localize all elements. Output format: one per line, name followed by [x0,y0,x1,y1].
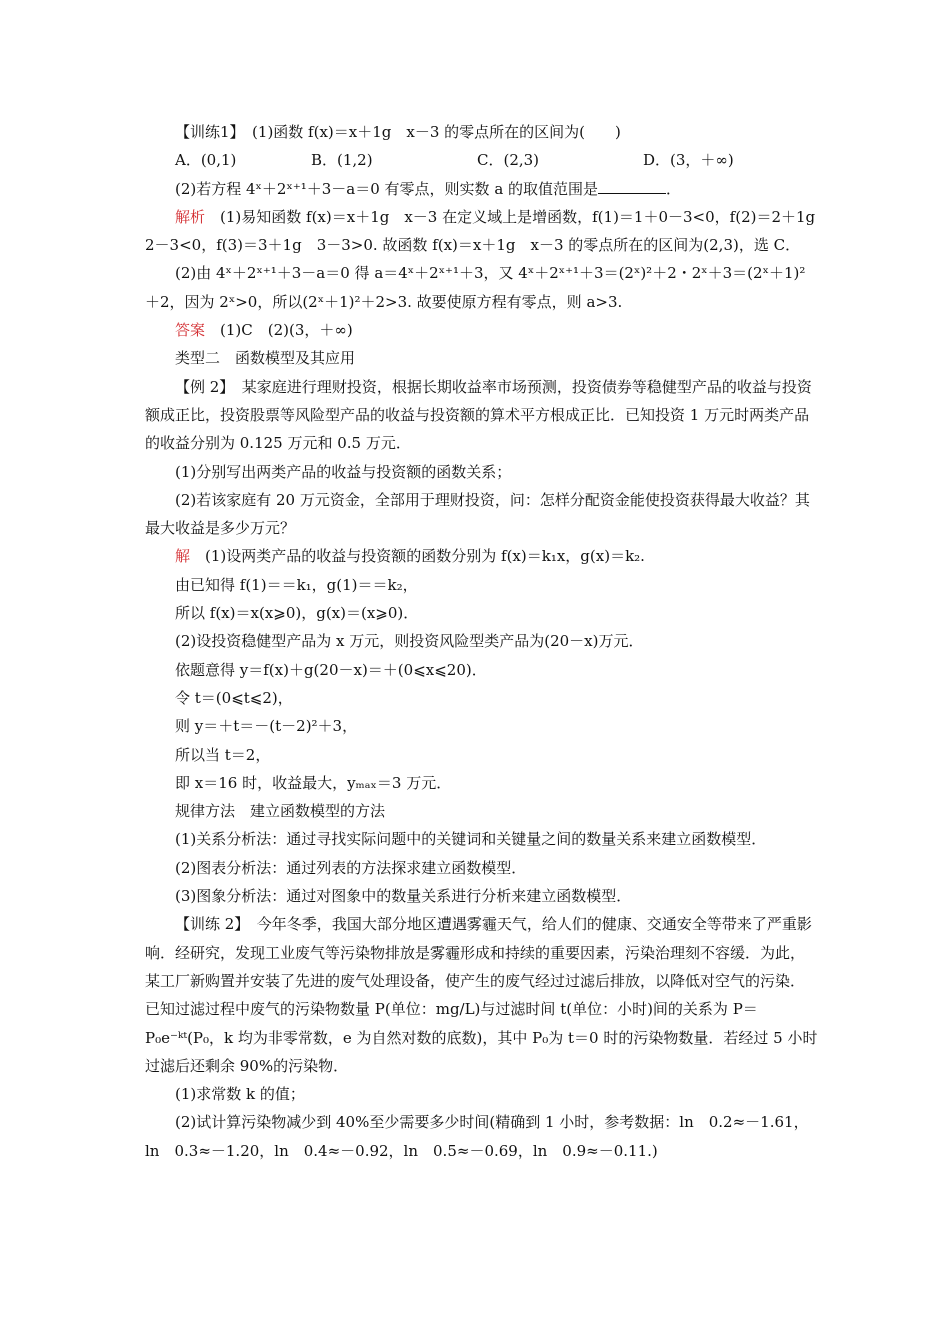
method-1-b: 型． [736,830,767,849]
training1-question1: 【训练1】 (1)函数 f(x)＝x＋1g x－3 的零点所在的区间为( ) [175,123,621,141]
training1-question2 [145,175,820,203]
training2-q2-b: －1.61，ln 0.3≈－1.20，ln 0.4≈－0.92，ln 0.5≈－0.69，ln 0.9≈－0.11.) [145,1113,809,1160]
training2-line-5: 过滤时间 t(单位：小时)间的关系为 P＝P₀e⁻ᵏᵗ(P₀，k 均为非零常数，e 为自然对数的底数)， [145,1000,758,1047]
example2-line-3: 知投资 1 万元时两类产品的收益分别为 0.125 万元和 0.5 万元． [145,405,810,453]
option-d: D．(3，＋∞) [643,151,734,170]
method-3: (3)图象分析法：通过对图象中的数量关系进行分析来建立函数模型． [175,887,632,906]
document-page [145,118,831,1165]
training2-line-1: 【训练 2】 今年冬季，我国大部分地区遭遇雾霾天气，给人们的健康、交通安全等 [175,915,722,934]
solution-line-9: 即 x＝16 时，收益最大，yₘₐₓ＝3 万元． [175,773,452,792]
training2-line-3: 染治理刻不容缓．为此，某工厂新购置并安装了先进的废气处理设备，使产生的废气经过 [145,943,806,990]
option-a: A．(0,1) [175,151,237,170]
answer-text: (1)C (2)(3，＋∞) [205,321,353,340]
analysis-label: 解析 [175,207,206,226]
training1-options [145,146,820,174]
section-title-type2: 类型二 函数模型及其应用 [175,349,356,368]
example2-line-1: 【例 2】 某家庭进行理财投资，根据长期收益率市场预测，投资债券等稳健型产品 [175,377,722,396]
method-title: 规律方法 建立函数模型的方法 [175,802,386,821]
option-c: C．(2,3) [477,151,540,170]
solution-line-5: 依题意得 y＝f(x)＋g(20－x)＝＋(0⩽x⩽20)． [175,660,487,679]
question2-text: (2)若方程 4ˣ＋2ˣ⁺¹＋3－a＝0 有零点，则实数 a 的取值范围是 [175,179,599,198]
solution-text-1: (1)设两类产品的收益与投资额的函数分别为 f(x)＝k₁x，g(x)＝k₂. [190,547,645,566]
solution-line-1 [145,542,820,570]
solution-label: 解 [175,547,191,566]
solution-line-8: 所以当 t＝2， [175,745,271,764]
example2-sub1: (1)分别写出两类产品的收益与投资额的函数关系； [175,462,512,481]
example2-sub2 [145,486,820,543]
analysis-paragraph-1 [145,203,831,260]
example2-statement [145,373,820,458]
method-1-a: (1)关系分析法：通过寻找实际问题中的关键词和关键量之间的数量关系来建立函数模 [175,830,737,849]
example2-line-2: 的收益与投资额成正比，投资股票等风险型产品的收益与投资额的算术平方根成正比．已 [145,377,812,424]
analysis-text-1b: ＝2＋1g 2－3<0，f(3)＝3＋1g 3－3>0. 故函数 f(x)＝x＋1g x－3 的零点所在的区间为(2,3)，选 C． [145,207,831,255]
solution-line-2: 由已知得 f(1)＝＝k₁，g(1)＝＝k₂， [175,575,418,594]
analysis-text-2b: 1)²＋2，因为 2ˣ>0，所以(2ˣ＋1)²＋2>3. 故要使原方程有零点，则 a>3. [145,264,806,311]
analysis-paragraph-2 [145,259,820,316]
training2-question1: (1)求常数 k 的值； [175,1085,305,1104]
training2-line-2: 带来了严重影响．经研究，发现工业废气等污染物排放是雾霾形成和持续的重要因素，污 [145,915,812,962]
training2-statement [145,910,820,1080]
training2-line-4: 过滤后排放，以降低对空气的污染．已知过滤过程中废气的污染物数量 P(单位：mg/L)与 [145,971,806,1019]
option-b: B．(1,2) [311,151,373,170]
solution-line-3: 所以 f(x)＝x(x⩾0)，g(x)＝(x⩾0)． [175,604,419,623]
answer-line [145,316,820,344]
question2-end: ． [666,179,682,198]
example2-sub2-b: 大收益？其最大收益是多少万元？ [145,490,810,538]
training2-line-6: 其中 P₀为 t＝0 时的污染物数量．若经过 5 小时过滤后还剩余 90%的污染物． [145,1028,818,1075]
analysis-text-2a: (2)由 4ˣ＋2ˣ⁺¹＋3－a＝0 得 a＝4ˣ＋2ˣ⁺¹＋3，又 4ˣ＋2ˣ⁺¹＋3＝(2ˣ)²＋2・2ˣ＋3＝(2ˣ＋ [175,264,784,283]
answer-blank [598,178,666,194]
solution-line-4: (2)设投资稳健型产品为 x 万元，则投资风险型类产品为(20－x)万元． [175,632,644,651]
analysis-text-1a: (1)易知函数 f(x)＝x＋1g x－3 在定义域上是增函数，f(1)＝1＋0－3<0，f(2) [205,207,757,226]
method-2: (2)图表分析法：通过列表的方法探求建立函数模型． [175,858,527,877]
solution-line-7: 则 y＝＋t＝－(t－2)²＋3， [175,717,358,736]
answer-label: 答案 [175,321,206,340]
example2-sub2-a: (2)若该家庭有 20 万元资金，全部用于理财投资，问：怎样分配资金能使投资获得最 [175,490,735,509]
training2-q2-a: (2)试计算污染物减少到 40%至少需要多少时间(精确到 1 小时，参考数据：ln 0.2≈ [175,1113,746,1132]
method-1 [145,825,820,853]
solution-line-6: 令 t＝(0⩽t⩽2)， [175,688,293,707]
training2-question2 [145,1108,820,1165]
